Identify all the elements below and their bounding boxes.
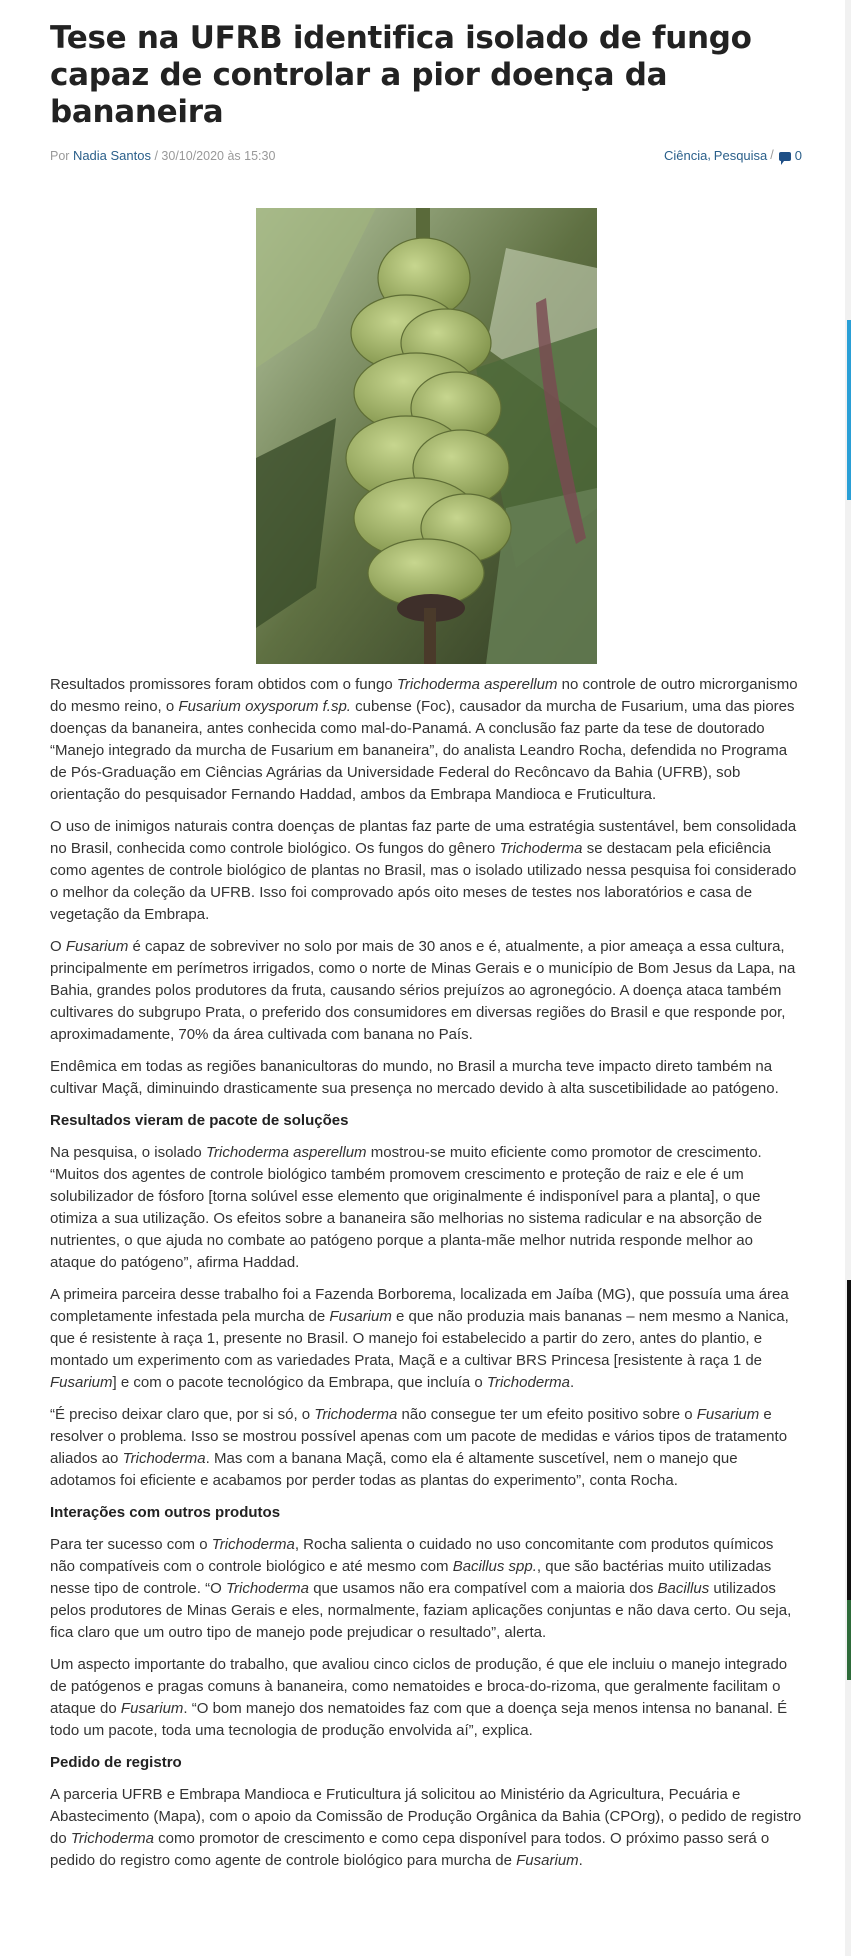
italic-term: Trichoderma xyxy=(486,1374,571,1391)
italic-term: Trichoderma xyxy=(122,1450,206,1467)
paragraph xyxy=(50,1056,802,1100)
article-meta xyxy=(50,145,802,165)
text-run: no controle de outro microrganismo do mesmo reino, o xyxy=(50,676,798,715)
edge-accent-blue xyxy=(847,320,851,500)
text-run: ] e com o pacote tecnológico da Embrapa, que incluía o xyxy=(112,1374,487,1391)
category-separator: , xyxy=(707,148,711,162)
text-run: Pedido de registro xyxy=(50,1754,182,1771)
text-run: A primeira parceira desse trabalho foi a Fazenda Borborema, localizada em Jaíba (MG), que possuía uma área completamente infestada pela murcha de xyxy=(50,1286,789,1325)
italic-term: Trichoderma xyxy=(225,1580,310,1597)
text-run: Para ter sucesso com o xyxy=(50,1536,212,1553)
meta-slash: / xyxy=(770,148,774,162)
text-run: Resultados vieram de pacote de soluções xyxy=(50,1112,349,1129)
paragraph xyxy=(50,1534,802,1644)
paragraph xyxy=(50,1404,802,1492)
italic-term: Fusarium xyxy=(516,1852,579,1869)
text-run: não consegue ter um efeito positivo sobre o xyxy=(397,1406,697,1423)
page-title: Tese na UFRB identifica isolado de fungo capaz de controlar a pior doença da bananeira xyxy=(50,20,752,130)
paragraph xyxy=(50,936,802,1046)
paragraph xyxy=(50,674,802,806)
text-run: . xyxy=(578,1852,583,1869)
text-run: “É preciso deixar claro que, por si só, o xyxy=(50,1406,315,1423)
paragraph xyxy=(50,1654,802,1742)
article xyxy=(50,16,802,1882)
banana-bunch-photo-icon xyxy=(256,208,597,664)
paragraph xyxy=(50,1784,802,1872)
italic-term: Fusarium xyxy=(120,1700,184,1717)
italic-term: Bacillus xyxy=(657,1580,710,1597)
text-run: , Rocha salienta o cuidado no uso concomitante com produtos químicos não compatíveis com o controle biológico e até mesmo com xyxy=(50,1536,774,1575)
text-run: se destacam pela eficiência como agentes de controle biológico de plantas no Brasil, mas o isolado utilizado nessa pesquisa foi considerado o melhor da coleção da UFRB. Isso foi comprovado após oito meses de testes nos laboratórios e casa de vegetação da Embrapa. xyxy=(50,840,797,923)
italic-term: Fusarium oxysporum f.sp. xyxy=(178,698,351,715)
italic-term: Trichoderma asperellum xyxy=(205,1144,367,1161)
text-run: O xyxy=(50,938,66,955)
italic-term: Bacillus spp. xyxy=(452,1558,537,1575)
text-run: Interações com outros produtos xyxy=(50,1504,281,1521)
paragraph xyxy=(50,1284,802,1394)
italic-term: Fusarium xyxy=(65,938,129,955)
article-image xyxy=(256,208,597,664)
article-body xyxy=(50,674,802,1872)
author-link[interactable]: Nadia Santos xyxy=(72,147,151,163)
italic-term: Trichoderma xyxy=(499,840,583,857)
category-comments xyxy=(664,148,802,163)
comment-count[interactable]: 0 xyxy=(794,147,802,163)
italic-term: Trichoderma xyxy=(314,1406,398,1423)
category-link-pesquisa[interactable]: Pesquisa xyxy=(713,147,768,163)
italic-term: Fusarium xyxy=(696,1406,760,1423)
italic-term: Trichoderma asperellum xyxy=(396,676,558,693)
text-run: Resultados promissores foram obtidos com o fungo xyxy=(50,676,397,693)
comment-icon[interactable] xyxy=(779,152,791,161)
text-run: . Mas com a banana Maçã, como ela é altamente suscetível, nem o manejo que adotamos foi eficiente e acabamos por perder todas as plantas do experimento”, conta Rocha. xyxy=(50,1450,738,1489)
section-heading xyxy=(50,1752,802,1774)
section-heading xyxy=(50,1110,802,1132)
text-run: , que são bactérias muito utilizadas nesse tipo de controle. “O xyxy=(50,1558,772,1597)
text-run: mostrou-se muito eficiente como promotor de crescimento. “Muitos dos agentes de controle biológico também promovem crescimento e proteção de raiz e ele é um solubilizador de fósforo [torna solúvel esse elemento que originalmente é indisponível para a planta], o que otimiza a sua utilização. Os efeitos sobre a bananeira são melhorias no sistema radicular e na absorção de nutrientes, o que ajuda no combate ao patógeno porque a planta-mãe melhor nutrida responde melhor ao ataque do patógeno”, afirma Haddad. xyxy=(50,1144,763,1271)
paragraph xyxy=(50,816,802,926)
edge-accent-green xyxy=(847,1600,851,1680)
text-run: cubense (Foc), causador da murcha de Fusarium, uma das piores doenças da bananeira, antes conhecida como mal-do-Panamá. A conclusão faz parte da tese de doutorado “Manejo integrado da murcha de Fusarium em bananeira”, do analista Leandro Rocha, defendida no Programa de Pós-Graduação em Ciências Agrárias da Universidade Federal do Recôncavo da Bahia (UFRB), sob orientação do pesquisador Fernando Haddad, ambos da Embrapa Mandioca e Fruticultura. xyxy=(50,698,795,803)
text-run: . xyxy=(570,1374,575,1391)
publish-date: / 30/10/2020 às 15:30 xyxy=(154,148,276,163)
section-heading xyxy=(50,1502,802,1524)
text-run: O uso de inimigos naturais contra doenças de plantas faz parte de uma estratégia sustentável, bem consolidada no Brasil, conhecida como controle biológico. Os fungos do gênero xyxy=(50,818,797,857)
text-run: é capaz de sobreviver no solo por mais de 30 anos e é, atualmente, a pior ameaça a essa cultura, principalmente em perímetros irrigados, como o norte de Minas Gerais e o município de Bom Jesus da Lapa, na Bahia, grandes polos produtores da fruta, causando sérios prejuízos ao agronegócio. A doença ataca também cultivares do subgrupo Prata, o preferido dos consumidores em diversas regiões do Brasil e que responde por, aproximadamente, 70% da área cultivada com banana no País. xyxy=(50,938,796,1043)
italic-term: Fusarium xyxy=(50,1374,113,1391)
text-run: como promotor de crescimento e como cepa disponível para todos. O próximo passo será o pedido do registro como agente de controle biológico para murcha de xyxy=(50,1830,770,1869)
byline xyxy=(50,148,275,163)
text-run: Um aspecto importante do trabalho, que avaliou cinco ciclos de produção, é que ele incluiu o manejo integrado de patógenos e pragas comuns à bananeira, como nematoides e broca-do-rizoma, que geralmente facilitam o ataque do xyxy=(50,1656,788,1717)
text-run: e resolver o problema. Isso se mostrou possível apenas com um pacote de medidas e vários tipos de tratamento aliados ao xyxy=(50,1406,788,1467)
text-run: . “O bom manejo dos nematoides faz com que a doença seja menos intensa no bananal. É todo um pacote, toda uma tecnologia de produção envolvida aí”, explica. xyxy=(50,1700,788,1739)
text-run: que usamos não era compatível com a maioria dos xyxy=(309,1580,658,1597)
text-run: A parceria UFRB e Embrapa Mandioca e Fruticultura já solicitou ao Ministério da Agricultura, Pecuária e Abastecimento (Mapa), com o apoio da Comissão de Produção Orgânica da Bahia (CPOrg), o pedido de registro do xyxy=(50,1786,802,1847)
text-run: e que não produzia mais bananas – nem mesmo a Nanica, que é resistente à raça 1, presente no Brasil. O manejo foi estabelecido a partir do zero, antes do plantio, e montado um experimento com as variedades Prata, Maçã e a cultivar BRS Princesa [resistente à raça 1 de xyxy=(50,1308,789,1369)
italic-term: Trichoderma xyxy=(211,1536,295,1553)
italic-term: Fusarium xyxy=(329,1308,392,1325)
text-run: utilizados pelos produtores de Minas Gerais e eles, normalmente, faziam aplicações conjuntas e não dava certo. Ou seja, fica claro que um outro tipo de manejo pode prejudicar o resultado”, alerta. xyxy=(50,1580,792,1641)
category-link-ciencia[interactable]: Ciência xyxy=(663,147,708,163)
text-run: Endêmica em todas as regiões bananicultoras do mundo, no Brasil a murcha teve impacto direto também na cultivar Maçã, diminuindo drasticamente sua presença no mercado devido à alta suscetibilidade ao patógeno. xyxy=(50,1058,779,1097)
paragraph xyxy=(50,1142,802,1274)
text-run: Na pesquisa, o isolado xyxy=(50,1144,206,1161)
edge-accent-dark xyxy=(847,1280,851,1600)
italic-term: Trichoderma xyxy=(70,1830,154,1847)
byline-prefix: Por xyxy=(50,148,70,163)
